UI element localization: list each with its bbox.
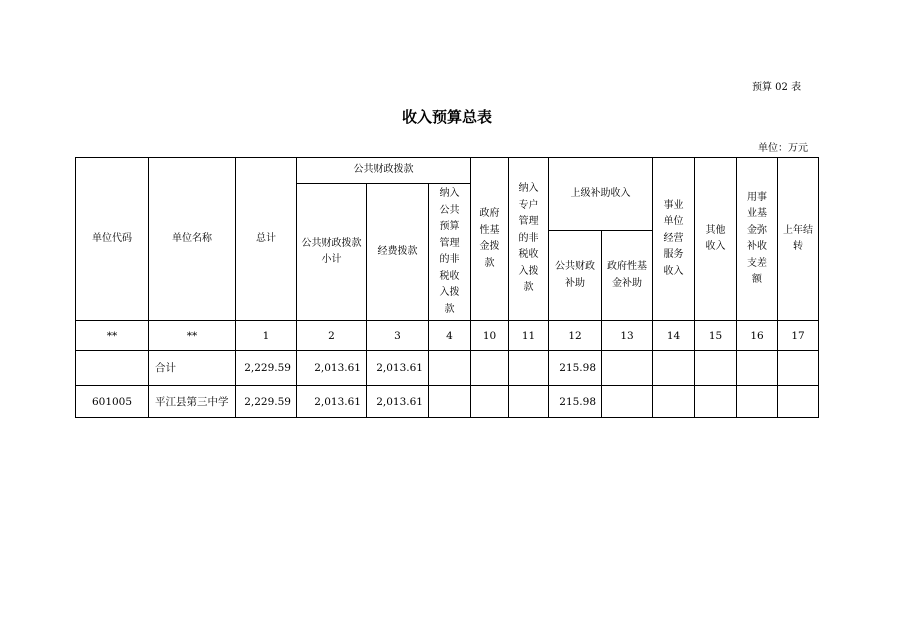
public-finance-subsidy-cell: 215.98 xyxy=(549,351,602,386)
table-row xyxy=(76,386,819,418)
unit-code-cell: 601005 xyxy=(76,386,149,418)
income-budget-table xyxy=(75,157,819,418)
index-cell: 12 xyxy=(549,321,602,351)
public-finance-subsidy-cell: 215.98 xyxy=(549,386,602,418)
header-carryover: 上年结 转 xyxy=(778,158,819,321)
header-unit-name: 单位名称 xyxy=(149,158,236,321)
header-row-1 xyxy=(76,158,819,184)
header-business-income: 事业 单位 经营 服务 收入 xyxy=(653,158,695,321)
header-gov-fund-subsidy: 政府性基 金补助 xyxy=(602,231,653,321)
index-cell: 14 xyxy=(653,321,695,351)
business-income-cell xyxy=(653,351,695,386)
public-finance-subtotal-cell: 2,013.61 xyxy=(297,386,367,418)
unit-label: 单位：万元 xyxy=(758,143,808,154)
reserve-fund-cell xyxy=(737,351,778,386)
header-funding-allocation: 经费拨款 xyxy=(367,184,429,321)
header-reserve-fund: 用事 业基 金弥 补收 支差 额 xyxy=(737,158,778,321)
non-tax-public-budget-cell xyxy=(429,351,471,386)
header-public-finance-subtotal: 公共财政拨款 小计 xyxy=(297,184,367,321)
gov-fund-subsidy-cell xyxy=(602,351,653,386)
header-unit-code: 单位代码 xyxy=(76,158,149,321)
index-cell: 10 xyxy=(471,321,509,351)
index-cell: 16 xyxy=(737,321,778,351)
reserve-fund-cell xyxy=(737,386,778,418)
gov-fund-subsidy-cell xyxy=(602,386,653,418)
gov-fund-cell xyxy=(471,386,509,418)
header-public-finance-subsidy: 公共财政 补助 xyxy=(549,231,602,321)
header-non-tax-public-budget: 纳入 公共 预算 管理 的非 税收 入拨 款 xyxy=(429,184,471,321)
page-title: 收入预算总表 xyxy=(401,108,492,126)
other-income-cell xyxy=(695,351,737,386)
header-other-income: 其他 收入 xyxy=(695,158,737,321)
public-finance-subtotal-cell: 2,013.61 xyxy=(297,351,367,386)
form-label: 预算 02 表 xyxy=(752,82,802,93)
funding-allocation-cell: 2,013.61 xyxy=(367,386,429,418)
business-income-cell xyxy=(653,386,695,418)
header-gov-fund: 政府 性基 金拨 款 xyxy=(471,158,509,321)
carryover-cell xyxy=(778,386,819,418)
index-cell: 1 xyxy=(236,321,297,351)
header-public-finance: 公共财政拨款 xyxy=(297,158,471,184)
index-row xyxy=(76,321,819,351)
total-cell: 2,229.59 xyxy=(236,351,297,386)
total-cell: 2,229.59 xyxy=(236,386,297,418)
header-non-tax-special-account: 纳入 专户 管理 的非 税收 入拨 款 xyxy=(509,158,549,321)
non-tax-special-account-cell xyxy=(509,386,549,418)
header-superior-subsidy: 上级补助收入 xyxy=(549,158,653,231)
gov-fund-cell xyxy=(471,351,509,386)
index-cell: 3 xyxy=(367,321,429,351)
carryover-cell xyxy=(778,351,819,386)
non-tax-special-account-cell xyxy=(509,351,549,386)
funding-allocation-cell: 2,013.61 xyxy=(367,351,429,386)
index-cell: ** xyxy=(149,321,236,351)
unit-name-cell: 平江县第三中学 xyxy=(149,386,236,418)
non-tax-public-budget-cell xyxy=(429,386,471,418)
index-cell: 4 xyxy=(429,321,471,351)
index-cell: 2 xyxy=(297,321,367,351)
index-cell: 11 xyxy=(509,321,549,351)
other-income-cell xyxy=(695,386,737,418)
unit-code-cell xyxy=(76,351,149,386)
index-cell: ** xyxy=(76,321,149,351)
header-total: 总计 xyxy=(236,158,297,321)
unit-name-cell: 合计 xyxy=(149,351,236,386)
index-cell: 15 xyxy=(695,321,737,351)
index-cell: 17 xyxy=(778,321,819,351)
index-cell: 13 xyxy=(602,321,653,351)
table-row-total xyxy=(76,351,819,386)
